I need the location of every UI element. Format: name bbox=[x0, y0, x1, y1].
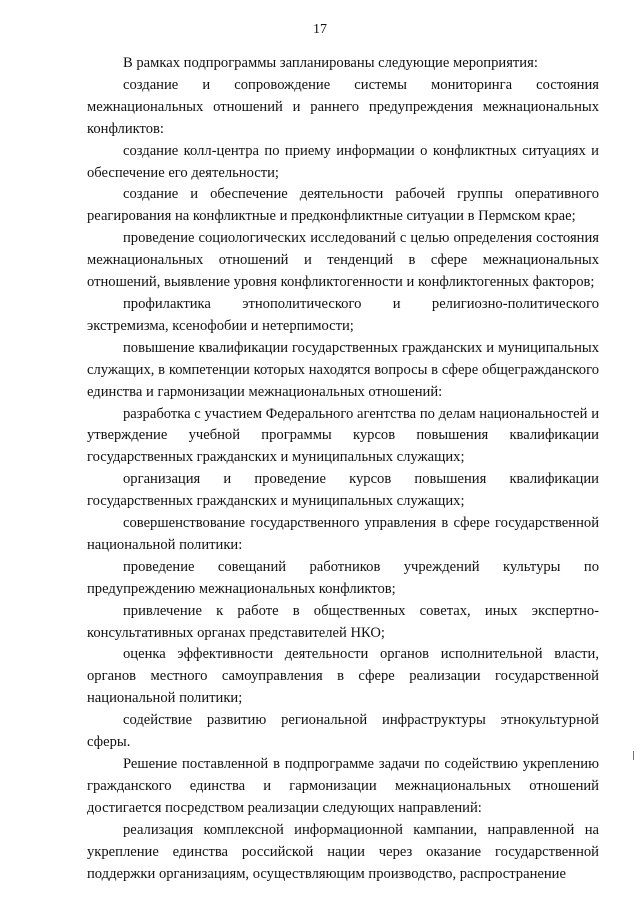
scan-artifact-mark bbox=[633, 751, 634, 760]
paragraph-culture-meetings: проведение совещаний работников учреждений культуры по предупреждению межнациональных конфликтов; bbox=[87, 558, 599, 597]
paragraph-training-program: разработка с участием Федерального агентства по делам национальностей и утверждение учебной программы курсов повышения квалификации государственных гражданских и муниципальных служащих; bbox=[87, 405, 599, 466]
paragraph-call-center: создание колл-центра по приему информации о конфликтных ситуациях и обеспечение его деятельности; bbox=[87, 142, 599, 181]
paragraph-extremism-prevention: профилактика этнополитического и религиозно-политического экстремизма, ксенофобии и нетерпимости; bbox=[87, 295, 599, 334]
paragraph-efficiency-assessment: оценка эффективности деятельности органов исполнительной власти, органов местного самоуправления в сфере реализации государственной национальной политики; bbox=[87, 646, 599, 707]
paragraph-rapid-response-group: создание и обеспечение деятельности рабочей группы оперативного реагирования на конфликтные и предконфликтные ситуации в Пермском крае; bbox=[87, 186, 599, 225]
paragraph-task-solution: Решение поставленной в подпрограмме задачи по содействию укреплению гражданского единства и гармонизации межнациональных отношений достигается посредством реализации следующих направлений: bbox=[87, 756, 599, 816]
paragraph-information-campaign: реализация комплексной информационной кампании, направленной на укрепление единства российской нации через оказание государственной поддержки организациям, осуществляющим производство, распространение bbox=[87, 821, 599, 882]
document-body bbox=[87, 53, 599, 885]
paragraph-infrastructure: содействие развитию региональной инфраструктуры этнокультурной сферы. bbox=[87, 712, 599, 751]
paragraph-training-courses: организация и проведение курсов повышения квалификации государственных гражданских и муниципальных служащих; bbox=[87, 471, 599, 510]
paragraph-intro: В рамках подпрограммы запланированы следующие мероприятия: bbox=[123, 55, 538, 71]
page-number: 17 bbox=[313, 22, 327, 37]
paragraph-nko-involvement: привлечение к работе в общественных советах, иных экспертно-консультативных органах представителей НКО; bbox=[87, 602, 599, 641]
paragraph-qualification: повышение квалификации государственных гражданских и муниципальных служащих, в компетенции которых находятся вопросы в сфере общегражданского единства и гармонизации межнациональных отношений: bbox=[87, 339, 599, 400]
paragraph-monitoring-system: создание и сопровождение системы мониторинга состояния межнациональных отношений и раннего предупреждения межнациональных конфликтов: bbox=[87, 76, 599, 137]
paragraph-governance-improvement: совершенствование государственного управления в сфере государственной национальной политики: bbox=[87, 515, 599, 553]
paragraph-sociological-research: проведение социологических исследований с целью определения состояния межнациональных отношений и тенденций в сфере межнациональных отношений, выявление уровня конфликтогенности и конфликтогенных факторов; bbox=[87, 230, 599, 291]
